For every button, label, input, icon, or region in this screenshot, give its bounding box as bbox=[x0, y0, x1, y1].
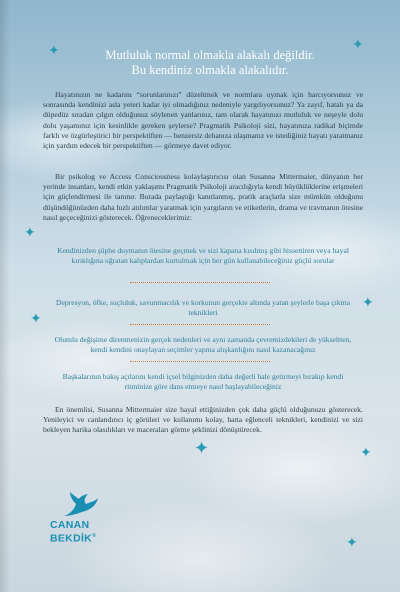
paragraph-author: Bir psikolog ve Access Consciousness kolaylaştırıcısı olan Susanna Mittermaier, dünyanın her yerinde insanları, kendi etkin yaklaşımı Pragmatik Psikoloji aracılığıyla kendi büyüklüklerine erişmeleri için güçlendirmesi ile tanınır. Burada paylaştığı kanıtlanmış, pratik araçlarla size mümkün olduğunu düşündüğünüzden daha hızlı atılımlar yaratmak için yargıların ve etiketlerin, drama ve travmanın ötesine nasıl geçeceğinizi gösterecek. Öğreneceklerimiz: bbox=[43, 172, 363, 222]
sparkle-icon: ✦ bbox=[352, 37, 364, 53]
sparkle-icon: ✦ bbox=[24, 225, 36, 241]
headline-line-1: Mutluluk normal olmakla alakalı değildir. bbox=[105, 48, 315, 62]
separator-dots bbox=[130, 324, 270, 325]
bullet-item-2: Depresyon, öfke, suçluluk, savunmacılık ve korkunun gerçekte altında yatan şeylerle başa çıkma teknikleri bbox=[56, 298, 350, 318]
publisher-logo bbox=[50, 492, 130, 552]
spine-shadow bbox=[0, 0, 10, 592]
sparkle-icon: ✦ bbox=[194, 438, 210, 459]
bullet-item-1: Kendinizden şüphe duymanın ötesine geçmek ve sizi kapana kısılmış gibi hissettiren veya hayal kırıklığına uğratan kalıplardan kurtulmak için her gün kullanabileceğiniz güçlü sorular bbox=[57, 246, 349, 266]
separator-dots bbox=[130, 282, 270, 283]
sparkle-icon: ✦ bbox=[346, 535, 358, 551]
headline bbox=[60, 48, 360, 78]
sparkle-icon: ✦ bbox=[362, 295, 374, 311]
registered-mark: ® bbox=[92, 533, 97, 539]
headline-line-2: Bu kendiniz olmakla alakalıdır. bbox=[131, 63, 289, 77]
sparkle-icon: ✦ bbox=[30, 311, 42, 327]
sparkle-icon: ✦ bbox=[360, 445, 372, 461]
publisher-name-line-2-text: BEKDİK bbox=[50, 532, 93, 545]
publisher-name bbox=[50, 520, 130, 545]
paragraph-closing: En önemlisi, Susanna Mittermaier size hayal ettiğinizden çok daha güçlü olduğunuzu gösterecek. Yenileyici ve canlandırıcı iç görüleri ve kullanımı kolay, hatta eğlenceli teknikleri, kendinizi ve sizi bekleyen harika olasılıkları ve maceraları görme şeklinizi dönüştürecek. bbox=[43, 405, 363, 435]
paragraph-intro: Hayatınızın ne kadarını “sorunlarınızı” düzeltmek ve normlara uymak için harcıyorsunuz ve sonrasında kendinizi asla yeteri kadar iyi olmadığınız nedeniyle yargılıyorsunuz? Ya zayıf, hatalı ya da düpedüz sıradan çılgın olduğunuz söylenen yanlarınız, tam olarak hayatınızı mutluluk ve neşeyle dolu dolu yaşamınız için kesinlikle gereken şeylerse? Pragmatik Psikoloji sizi, hayatınıza radikal biçimde farklı ve özgürleştirici bir perspektiften — benzersiz dehanıza ulaşmanız ve istediğiniz hayatı yaratmanız için yardım edecek bir perspektiften — görmeye davet ediyor. bbox=[43, 90, 363, 151]
bullet-item-3: Olumlu değişime direnmenizin gerçek nedenleri ve aynı zamanda çevremizdekileri de yükseltten, kendi kendini onaylayan seçimler yapma alışkanlığını nasıl kazanacağınız bbox=[54, 335, 352, 355]
publisher-name-line-2 bbox=[50, 531, 130, 545]
sparkle-icon: ✦ bbox=[48, 43, 60, 59]
separator-dots bbox=[130, 361, 270, 362]
publisher-name-line-1: CANAN bbox=[50, 519, 90, 531]
bullet-item-4: Başkalarının bakış açılarını kendi içsel bilginizden daha değerli hale getirmeyi bırakıp kendi ritminize göre dans etmeye nasıl başlayabileceğiniz bbox=[62, 372, 344, 392]
bird-logo-icon bbox=[60, 492, 100, 522]
